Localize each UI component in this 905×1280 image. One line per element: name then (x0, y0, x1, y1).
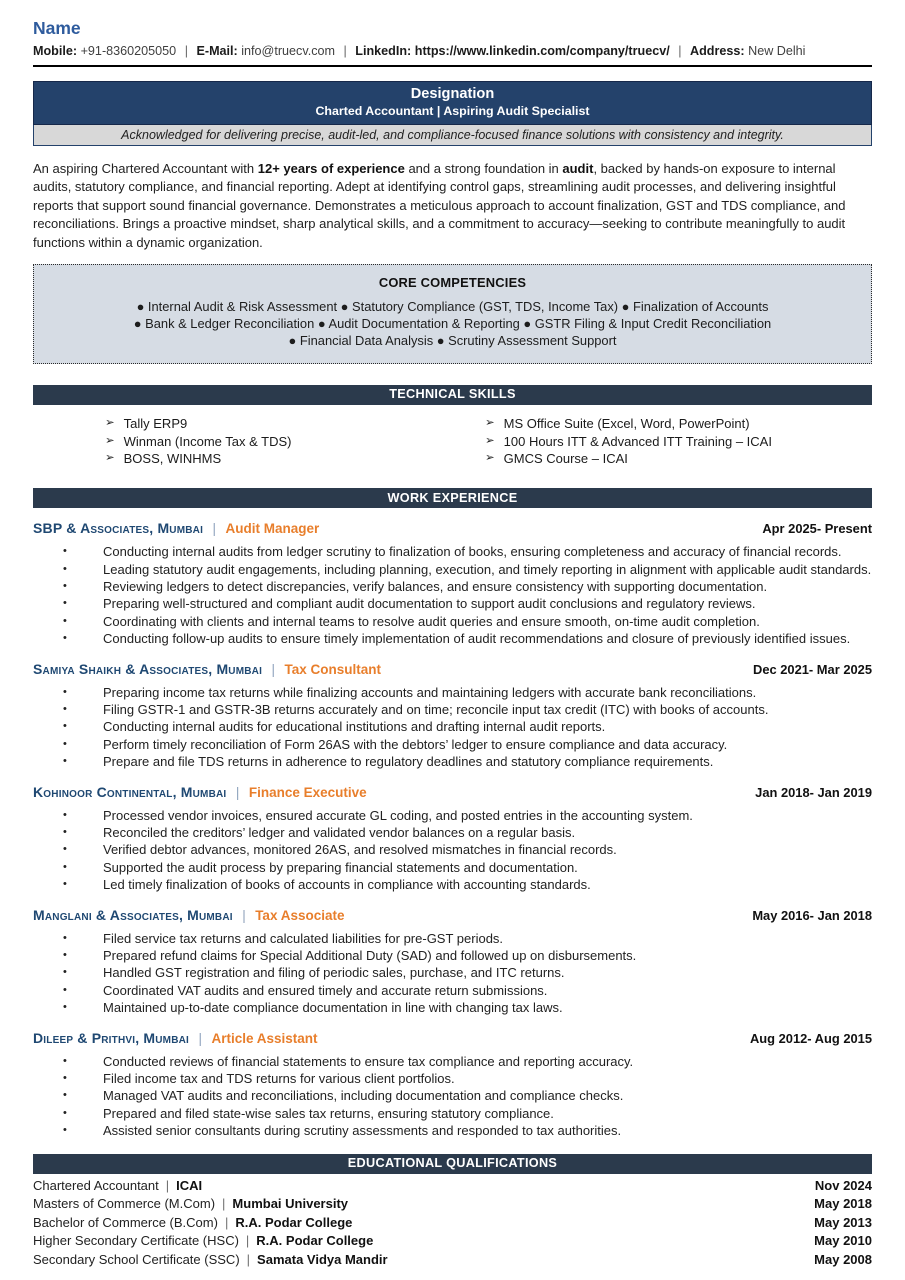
education-row (33, 1177, 872, 1196)
job-bullet (33, 999, 872, 1016)
skills-columns (33, 405, 872, 478)
bullet-icon: • (63, 1106, 67, 1119)
job-bullet (33, 736, 872, 753)
skill-item (105, 450, 485, 468)
bullet-text: Preparing income tax returns while finalizing accounts and maintaining ledgers with accurate bank reconciliations. (103, 684, 757, 700)
job-bullet-list (33, 1053, 872, 1140)
arrow-bullet-icon: ➢ (105, 416, 115, 429)
bullet-icon: • (63, 1054, 67, 1067)
bullet-icon: • (63, 597, 67, 610)
bullet-text: Verified debtor advances, monitored 26AS, and resolved mismatches in financial records. (103, 842, 617, 858)
job-heading-left (33, 907, 344, 925)
bullet-text: Maintained up-to-date compliance documentation in line with changing tax laws. (103, 1000, 563, 1016)
skill-label: BOSS, WINHMS (123, 451, 222, 467)
separator: | (271, 661, 276, 677)
bullet-icon: • (63, 685, 67, 698)
bullet-text: Prepared and filed state-wise sales tax returns, ensuring statutory compliance. (103, 1105, 554, 1121)
bullet-icon: • (63, 983, 67, 996)
separator: | (222, 1196, 226, 1212)
job-role: Tax Consultant (284, 661, 382, 677)
job-bullet (33, 930, 872, 947)
bullet-text: Reviewing ledgers to detect discrepancies, verify balances, and ensure consistency with supporting documentation. (103, 578, 768, 594)
separator: | (224, 1214, 229, 1230)
bullet-text: Leading statutory audit engagements, including planning, execution, and timely reporting in alignment with applicable audit standards. (103, 561, 872, 577)
education-row (33, 1195, 872, 1214)
core-competencies-line: ● Financial Data Analysis ● Scrutiny Assessment Support (288, 332, 617, 348)
skills-column-right (485, 415, 872, 468)
separator: | (212, 521, 217, 537)
job-entry-manglani-associates (33, 907, 872, 1017)
institution-name: Samata Vidya Mandir (257, 1252, 388, 1268)
education-row-left (33, 1195, 348, 1214)
institution-name: R.A. Podar College (256, 1233, 374, 1249)
job-entry-dileep-prithvi (33, 1030, 872, 1140)
job-dates: Jan 2018- Jan 2019 (755, 784, 872, 800)
bullet-text: Coordinating with clients and internal teams to resolve audit queries and ensure smooth, on-time audit completion. (103, 613, 760, 629)
job-bullet (33, 701, 872, 718)
job-role: Finance Executive (248, 784, 367, 800)
job-bullet (33, 947, 872, 964)
skill-item (105, 433, 485, 451)
degree-name: Chartered Accountant (33, 1177, 159, 1193)
job-bullet (33, 718, 872, 735)
designation-subtitle: Charted Accountant | Aspiring Audit Specialist (315, 104, 590, 118)
job-entry-samiya-shaikh (33, 661, 872, 771)
designation-banner (33, 81, 872, 125)
company-name: Samiya Shaikh & Associates, Mumbai (33, 660, 263, 677)
job-bullet (33, 613, 872, 630)
bullet-icon: • (63, 562, 67, 575)
education-section (33, 1154, 872, 1270)
work-experience-section (33, 488, 872, 1140)
bullet-icon: • (63, 737, 67, 750)
separator: | (678, 44, 682, 58)
bullet-text: Assisted senior consultants during scrutiny assessments and responded to tax authorities. (103, 1123, 622, 1139)
degree-name: Masters of Commerce (M.Com) (33, 1196, 216, 1212)
header-divider (33, 65, 872, 67)
education-row (33, 1232, 872, 1251)
bullet-icon: • (63, 1089, 67, 1102)
job-bullet-list (33, 543, 872, 647)
tagline: Acknowledged for delivering precise, audit-led, and compliance-focused finance solutions with consistency and integrity. (33, 125, 872, 146)
job-dates: Aug 2012- Aug 2015 (749, 1030, 872, 1046)
contact-line (33, 44, 872, 58)
bullet-icon: • (63, 614, 67, 627)
company-name: Kohinoor Continental, Mumbai (33, 783, 227, 800)
skill-label: MS Office Suite (Excel, Word, PowerPoint) (503, 415, 750, 431)
bullet-icon: • (63, 1072, 67, 1085)
bullet-icon: • (63, 949, 67, 962)
arrow-bullet-icon: ➢ (485, 452, 495, 465)
job-role: Audit Manager (225, 521, 320, 537)
bullet-icon: • (63, 579, 67, 592)
education-row-left (33, 1251, 388, 1270)
skills-column-left (33, 415, 485, 468)
bullet-icon: • (63, 1124, 67, 1137)
job-heading (33, 520, 872, 538)
job-bullet (33, 1053, 872, 1070)
education-row (33, 1251, 872, 1270)
institution-name: ICAI (176, 1177, 203, 1193)
job-heading-left (33, 520, 319, 538)
summary-text: , backed by hands-on exposure to internal audits, statutory compliance, and financial reporting. Adept at identifying control gaps, streamlining audit processes, and delivering insightful reports that support sound financial governance. Demonstrates a meticulous approach to account finalization, GST and TDS compliance, and reconciliations. Brings a proactive mindset, sharp analytical skills, and a commitment to accuracy—seeking to contribute meaningfully to audit functions within a dynamic organization. (33, 161, 846, 250)
skill-label: GMCS Course – ICAI (503, 451, 628, 467)
job-entry-kohinoor-continental (33, 784, 872, 894)
degree-name: Higher Secondary Certificate (HSC) (33, 1233, 239, 1249)
job-bullet (33, 824, 872, 841)
bullet-icon: • (63, 966, 67, 979)
job-bullet (33, 876, 872, 893)
job-role: Tax Associate (255, 907, 345, 923)
bullet-text: Reconciled the creditors’ ledger and validated vendor balances on a regular basis. (103, 825, 576, 841)
arrow-bullet-icon: ➢ (105, 434, 115, 447)
skill-item (485, 450, 872, 468)
arrow-bullet-icon: ➢ (485, 416, 495, 429)
job-bullet (33, 1105, 872, 1122)
company-name: SBP & Associates, Mumbai (33, 520, 204, 537)
skill-label: Tally ERP9 (123, 415, 188, 431)
arrow-bullet-icon: ➢ (485, 434, 495, 447)
bullet-text: Filing GSTR-1 and GSTR-3B returns accurately and on time; reconcile input tax credit (ITC) with books of accounts. (103, 701, 769, 717)
bullet-icon: • (63, 545, 67, 558)
linkedin-label: LinkedIn: (355, 44, 412, 58)
bullet-text: Prepare and file TDS returns in adherence to regulatory deadlines and statutory compliance requirements. (103, 754, 714, 770)
job-bullet-list (33, 930, 872, 1017)
bullet-text: Filed service tax returns and calculated liabilities for pre-GST periods. (103, 930, 504, 946)
email-value: info@truecv.com (241, 44, 335, 58)
bullet-text: Preparing well-structured and compliant audit documentation to support audit conclusions and regulatory reviews. (103, 596, 756, 612)
job-bullet (33, 1087, 872, 1104)
job-bullet (33, 964, 872, 981)
bullet-text: Conducting follow-up audits to ensure timely implementation of audit recommendations and closure of previously identified issues. (103, 631, 851, 647)
job-heading-left (33, 784, 367, 802)
bullet-text: Prepared refund claims for Special Additional Duty (SAD) and followed up on disbursements. (103, 948, 637, 964)
education-date: May 2008 (814, 1252, 872, 1268)
candidate-name: Name (33, 18, 81, 38)
summary-bold-audit: audit (562, 161, 594, 176)
separator: | (184, 44, 188, 58)
technical-skills-section (33, 385, 872, 478)
separator: | (198, 1030, 202, 1046)
bullet-text: Handled GST registration and filing of periodic sales, purchase, and ITC returns. (103, 965, 565, 981)
designation-title: Designation (410, 86, 495, 102)
skill-item (485, 415, 872, 433)
job-bullet (33, 561, 872, 578)
degree-name: Bachelor of Commerce (B.Com) (33, 1214, 218, 1230)
summary-text: An aspiring Chartered Accountant with (33, 161, 258, 176)
job-heading (33, 784, 872, 802)
skill-item (485, 433, 872, 451)
institution-name: Mumbai University (232, 1196, 349, 1212)
job-bullet (33, 859, 872, 876)
bullet-icon: • (63, 931, 67, 944)
job-bullet (33, 841, 872, 858)
job-dates: Apr 2025- Present (762, 521, 872, 537)
core-competencies-title: CORE COMPETENCIES (378, 275, 527, 291)
skill-label: Winman (Income Tax & TDS) (123, 433, 292, 449)
linkedin-url[interactable]: https://www.linkedin.com/company/truecv/ (414, 44, 670, 58)
bullet-text: Managed VAT audits and reconciliations, including documentation and compliance checks. (103, 1088, 624, 1104)
bullet-icon: • (63, 843, 67, 856)
separator: | (343, 44, 347, 58)
job-bullet (33, 982, 872, 999)
separator: | (242, 907, 246, 923)
company-name: Dileep & Prithvi, Mumbai (33, 1029, 190, 1046)
mobile-label: Mobile: (33, 44, 78, 58)
institution-name: R.A. Podar College (235, 1214, 353, 1230)
separator: | (235, 784, 240, 800)
job-heading-left (33, 1030, 318, 1048)
education-header: EDUCATIONAL QUALIFICATIONS (33, 1154, 872, 1174)
bullet-icon: • (63, 1001, 67, 1014)
job-dates: Dec 2021- Mar 2025 (753, 661, 872, 677)
job-role: Article Assistant (211, 1030, 318, 1046)
job-heading (33, 1030, 872, 1048)
job-bullet (33, 684, 872, 701)
skill-item (105, 415, 485, 433)
bullet-text: Conducted reviews of financial statements to ensure tax compliance and reporting accuracy. (103, 1053, 634, 1069)
separator: | (245, 1233, 250, 1249)
bullet-icon: • (63, 755, 67, 768)
job-bullet (33, 578, 872, 595)
bullet-icon: • (63, 702, 67, 715)
education-date: May 2018 (814, 1196, 872, 1212)
mobile-value: +91-8360205050 (80, 44, 177, 58)
education-row-left (33, 1232, 373, 1251)
education-rows (33, 1174, 872, 1270)
professional-summary (33, 160, 872, 252)
bullet-text: Processed vendor invoices, ensured accurate GL coding, and posted entries in the accounting system. (103, 807, 693, 823)
education-date: Nov 2024 (814, 1177, 872, 1193)
summary-text: and a strong foundation in (404, 161, 563, 176)
work-experience-header: WORK EXPERIENCE (33, 488, 872, 508)
job-bullet (33, 753, 872, 770)
job-bullet (33, 595, 872, 612)
summary-bold-experience: 12+ years of experience (257, 161, 405, 176)
job-heading (33, 661, 872, 679)
job-bullet (33, 807, 872, 824)
arrow-bullet-icon: ➢ (105, 452, 115, 465)
bullet-icon: • (63, 808, 67, 821)
bullet-text: Coordinated VAT audits and ensured timely and accurate return submissions. (103, 982, 548, 998)
education-date: May 2010 (814, 1233, 872, 1249)
bullet-icon: • (63, 632, 67, 645)
email-label: E-Mail: (196, 44, 238, 58)
separator: | (165, 1177, 170, 1193)
education-row-left (33, 1214, 352, 1233)
job-dates: May 2016- Jan 2018 (752, 907, 872, 923)
bullet-text: Filed income tax and TDS returns for various client portfolios. (103, 1071, 455, 1087)
degree-name: Secondary School Certificate (SSC) (33, 1252, 240, 1268)
job-heading-left (33, 661, 381, 679)
bullet-text: Conducting internal audits for educational institutions and drafting internal audit reports. (103, 719, 606, 735)
bullet-text: Conducting internal audits from ledger scrutiny to finalization of books, ensuring completeness and accuracy of financial records. (103, 544, 842, 560)
technical-skills-header: TECHNICAL SKILLS (33, 385, 872, 405)
job-bullet (33, 1070, 872, 1087)
bullet-icon: • (63, 720, 67, 733)
job-heading (33, 907, 872, 925)
address-value: New Delhi (748, 44, 806, 58)
education-date: May 2013 (814, 1214, 872, 1230)
job-bullet-list (33, 807, 872, 894)
job-entry-sbp-associates (33, 520, 872, 647)
education-row-left (33, 1177, 202, 1196)
skill-label: 100 Hours ITT & Advanced ITT Training – ICAI (503, 433, 772, 449)
core-competencies-line: ● Bank & Ledger Reconciliation ● Audit Documentation & Reporting ● GSTR Filing & Input Credit Reconciliation (133, 315, 772, 331)
designation-block (33, 81, 872, 146)
bullet-text: Supported the audit process by preparing financial statements and documentation. (103, 859, 578, 875)
bullet-text: Led timely finalization of books of accounts in compliance with accounting standards. (103, 877, 591, 893)
education-row (33, 1214, 872, 1233)
job-bullet (33, 630, 872, 647)
separator: | (246, 1252, 251, 1268)
address-label: Address: (690, 44, 745, 58)
job-bullet-list (33, 684, 872, 771)
bullet-icon: • (63, 878, 67, 891)
bullet-text: Perform timely reconciliation of Form 26AS with the debtors’ ledger to ensure compliance and data accuracy. (103, 736, 728, 752)
job-bullet (33, 543, 872, 560)
core-competencies-box (33, 264, 872, 364)
bullet-icon: • (63, 826, 67, 839)
bullet-icon: • (63, 860, 67, 873)
company-name: Manglani & Associates, Mumbai (33, 906, 233, 923)
core-competencies-line: ● Internal Audit & Risk Assessment ● Statutory Compliance (GST, TDS, Income Tax) ● Finalization of Accounts (136, 299, 769, 315)
job-bullet (33, 1122, 872, 1139)
